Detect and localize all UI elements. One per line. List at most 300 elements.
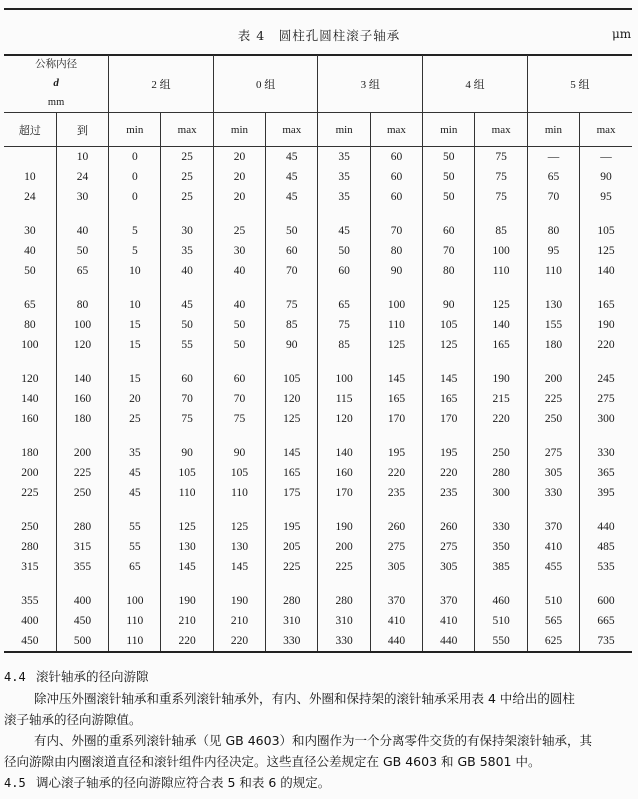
cell-min: 85 (318, 335, 370, 355)
min-header: min (213, 113, 265, 147)
cell-to: 160 (56, 389, 108, 409)
cell-max: 385 (475, 557, 527, 577)
cell-min: 510 (527, 591, 579, 611)
clearance-table (4, 55, 632, 653)
cell-to: 120 (56, 335, 108, 355)
cell-max: 310 (266, 611, 318, 631)
cell-max: 195 (266, 517, 318, 537)
section-heading-4-5 (4, 772, 634, 794)
cell-max: 125 (580, 241, 632, 261)
row-group-spacer (4, 503, 632, 517)
over-header: 超过 (4, 113, 56, 147)
spacer-cell (423, 503, 475, 517)
cell-min: 30 (213, 241, 265, 261)
row-group-spacer (4, 355, 632, 369)
cell-over: 400 (21, 615, 39, 627)
spacer-cell (527, 281, 579, 295)
bore-label-text: 公称内径 (35, 59, 78, 70)
spacer-cell (370, 207, 422, 221)
cell-max: 90 (580, 167, 632, 187)
cell-min: 370 (423, 591, 475, 611)
spacer-cell (527, 207, 579, 221)
cell-min: 225 (527, 389, 579, 409)
cell-to: 10 (56, 147, 108, 168)
spacer-cell (266, 207, 318, 221)
cell-min: 110 (527, 261, 579, 281)
spacer-cell (213, 207, 265, 221)
spacer-cell (161, 503, 213, 517)
cell-max: 260 (370, 517, 422, 537)
cell-min: 0 (109, 167, 161, 187)
spacer-cell (318, 577, 370, 591)
cell-min: 65 (318, 295, 370, 315)
spacer-cell (4, 281, 56, 295)
cell-min: 0 (109, 187, 161, 207)
cell-min: 55 (109, 537, 161, 557)
cell-min: 225 (318, 557, 370, 577)
cell-min: 60 (423, 221, 475, 241)
cell-max: 75 (475, 147, 527, 168)
cell-min: — (527, 147, 579, 168)
cell-max: 90 (266, 335, 318, 355)
cell-min: 180 (527, 335, 579, 355)
cell-to: 355 (56, 557, 108, 577)
cell-over (4, 147, 56, 168)
cell-min: 145 (423, 369, 475, 389)
cell-max: 25 (161, 187, 213, 207)
spacer-cell (213, 503, 265, 517)
cell-min: 115 (318, 389, 370, 409)
spacer-cell (213, 355, 265, 369)
cell-max: 70 (161, 389, 213, 409)
section-number: 4.4 (4, 670, 26, 684)
cell-max: 535 (580, 557, 632, 577)
cell-min: 5 (109, 241, 161, 261)
spacer-cell (56, 355, 108, 369)
table-row (4, 409, 632, 429)
table-row (4, 389, 632, 409)
cell-min: 25 (213, 221, 265, 241)
bore-symbol: d (53, 77, 59, 89)
cell-min: 125 (213, 517, 265, 537)
spacer-cell (4, 207, 56, 221)
cell-over: 120 (21, 373, 39, 385)
group-header-2: 2 组 (109, 55, 214, 113)
cell-min: 55 (109, 517, 161, 537)
cell-over: 50 (24, 265, 36, 277)
cell-min: 130 (213, 537, 265, 557)
cell-min: 235 (423, 483, 475, 503)
table-row (4, 241, 632, 261)
table-title: 表 4 圆柱孔圆柱滚子轴承 (237, 28, 401, 43)
bore-diameter-header (4, 55, 109, 113)
table-row (4, 335, 632, 355)
cell-to: 200 (56, 443, 108, 463)
cell-max: 205 (266, 537, 318, 557)
table-row (4, 295, 632, 315)
table-row (4, 369, 632, 389)
cell-min: 155 (527, 315, 579, 335)
cell-max: 110 (370, 315, 422, 335)
cell-max: 145 (370, 369, 422, 389)
cell-max: 220 (580, 335, 632, 355)
cell-max: 245 (580, 369, 632, 389)
cell-max: 105 (266, 369, 318, 389)
table-row (4, 221, 632, 241)
cell-max: 110 (161, 483, 213, 503)
spacer-cell (475, 503, 527, 517)
cell-min: 35 (318, 147, 370, 168)
cell-max: 45 (266, 147, 318, 168)
cell-min: 15 (109, 369, 161, 389)
spacer-cell (580, 355, 632, 369)
cell-min: 20 (213, 167, 265, 187)
spacer-cell (4, 577, 56, 591)
cell-max: 600 (580, 591, 632, 611)
spacer-cell (109, 503, 161, 517)
spacer-cell (475, 429, 527, 443)
cell-min: 165 (423, 389, 475, 409)
cell-max: 90 (370, 261, 422, 281)
spacer-cell (161, 207, 213, 221)
spacer-cell (161, 281, 213, 295)
cell-max: 510 (475, 611, 527, 631)
cell-to: 40 (56, 221, 108, 241)
table-row (4, 443, 632, 463)
cell-max: 80 (370, 241, 422, 261)
cell-max: 330 (266, 631, 318, 652)
min-header: min (423, 113, 475, 147)
spacer-cell (161, 577, 213, 591)
cell-min: 330 (527, 483, 579, 503)
group-header-3: 3 组 (318, 55, 423, 113)
cell-max: 50 (266, 221, 318, 241)
spacer-cell (318, 355, 370, 369)
cell-min: 80 (423, 261, 475, 281)
paragraph-1-line-2: 滚子轴承的径向游隙值。 (4, 712, 142, 727)
cell-to: 315 (56, 537, 108, 557)
cell-min: 440 (423, 631, 475, 652)
cell-max: 75 (475, 167, 527, 187)
cell-max: 165 (475, 335, 527, 355)
section-text: 调心滚子轴承的径向游隙应符合表 5 和表 6 的规定。 (36, 775, 331, 790)
cell-max: 300 (475, 483, 527, 503)
cell-min: 65 (109, 557, 161, 577)
spacer-cell (266, 577, 318, 591)
cell-max: 190 (580, 315, 632, 335)
cell-max: 60 (266, 241, 318, 261)
spacer-cell (423, 281, 475, 295)
spacer-cell (266, 503, 318, 517)
table-row (4, 537, 632, 557)
cell-max: 130 (161, 537, 213, 557)
table-row (4, 631, 632, 652)
paragraph-2-line-2: 径向游隙由内圈滚道直径和滚针组件内径决定。这些直径公差规定在 GB 4603 和 GB 5801 中。 (4, 754, 541, 769)
cell-min: 70 (213, 389, 265, 409)
spacer-cell (4, 429, 56, 443)
max-header: max (370, 113, 422, 147)
table-row (4, 591, 632, 611)
section-title: 滚针轴承的径向游隙 (36, 669, 149, 684)
cell-max: 75 (161, 409, 213, 429)
cell-min: 60 (318, 261, 370, 281)
spacer-cell (475, 207, 527, 221)
cell-max: 485 (580, 537, 632, 557)
cell-max: 235 (370, 483, 422, 503)
spacer-cell (580, 503, 632, 517)
cell-min: 105 (423, 315, 475, 335)
cell-max: 25 (161, 147, 213, 168)
cell-max: 410 (370, 611, 422, 631)
spacer-cell (527, 503, 579, 517)
cell-max: 110 (475, 261, 527, 281)
cell-max: 25 (161, 167, 213, 187)
cell-min: 45 (109, 483, 161, 503)
cell-max: 190 (161, 591, 213, 611)
cell-max: 70 (370, 221, 422, 241)
spacer-cell (475, 577, 527, 591)
max-header: max (161, 113, 213, 147)
cell-max: 220 (370, 463, 422, 483)
cell-max: 210 (161, 611, 213, 631)
cell-min: 90 (213, 443, 265, 463)
cell-over: 40 (24, 245, 36, 257)
cell-max: 215 (475, 389, 527, 409)
cell-max: 85 (475, 221, 527, 241)
cell-to: 225 (56, 463, 108, 483)
cell-over: 100 (21, 339, 39, 351)
cell-max: 165 (266, 463, 318, 483)
cell-to: 100 (56, 315, 108, 335)
cell-max: 275 (370, 537, 422, 557)
spacer-cell (213, 577, 265, 591)
cell-max: 125 (370, 335, 422, 355)
row-group-spacer (4, 207, 632, 221)
cell-to: 500 (56, 631, 108, 652)
cell-min: 10 (109, 261, 161, 281)
cell-min: 60 (213, 369, 265, 389)
table-unit: μm (612, 27, 632, 41)
cell-max: 225 (266, 557, 318, 577)
cell-max: 165 (370, 389, 422, 409)
table-row (4, 463, 632, 483)
cell-min: 305 (423, 557, 475, 577)
spacer-cell (580, 207, 632, 221)
cell-min: 170 (318, 483, 370, 503)
cell-min: 35 (318, 167, 370, 187)
cell-max: 125 (475, 295, 527, 315)
row-group-spacer (4, 429, 632, 443)
cell-min: 130 (527, 295, 579, 315)
table-row (4, 167, 632, 187)
cell-min: 200 (527, 369, 579, 389)
cell-max: 280 (475, 463, 527, 483)
spacer-cell (266, 355, 318, 369)
cell-over: 280 (21, 541, 39, 553)
cell-max: 350 (475, 537, 527, 557)
spacer-cell (318, 281, 370, 295)
cell-min: 40 (213, 261, 265, 281)
cell-max: 120 (266, 389, 318, 409)
cell-max: 460 (475, 591, 527, 611)
header-row-groups (4, 55, 632, 113)
cell-max: 95 (580, 187, 632, 207)
cell-min: 220 (423, 463, 475, 483)
cell-max: 125 (266, 409, 318, 429)
cell-over: 24 (24, 191, 36, 203)
cell-max: 395 (580, 483, 632, 503)
group-header-4: 4 组 (423, 55, 528, 113)
cell-max: 440 (580, 517, 632, 537)
cell-max: 60 (370, 187, 422, 207)
cell-max: 40 (161, 261, 213, 281)
spacer-cell (370, 355, 422, 369)
cell-max: 190 (475, 369, 527, 389)
spacer-cell (56, 207, 108, 221)
cell-over: 355 (21, 595, 39, 607)
cell-min: 100 (318, 369, 370, 389)
cell-min: 50 (318, 241, 370, 261)
spacer-cell (56, 577, 108, 591)
cell-max: 55 (161, 335, 213, 355)
spacer-cell (475, 355, 527, 369)
section-4-4 (4, 666, 634, 794)
cell-min: 50 (423, 147, 475, 168)
cell-max: 550 (475, 631, 527, 652)
cell-min: 65 (527, 167, 579, 187)
table-row (4, 557, 632, 577)
cell-min: 15 (109, 315, 161, 335)
spacer-cell (56, 503, 108, 517)
cell-min: 160 (318, 463, 370, 483)
cell-min: 310 (318, 611, 370, 631)
row-group-spacer (4, 281, 632, 295)
cell-max: 45 (266, 187, 318, 207)
cell-max: 370 (370, 591, 422, 611)
spacer-cell (475, 281, 527, 295)
spacer-cell (56, 281, 108, 295)
cell-max: 100 (475, 241, 527, 261)
cell-min: 20 (213, 147, 265, 168)
cell-max: 170 (370, 409, 422, 429)
max-header: max (266, 113, 318, 147)
cell-to: 280 (56, 517, 108, 537)
cell-min: 170 (423, 409, 475, 429)
spacer-cell (213, 429, 265, 443)
spacer-cell (423, 355, 475, 369)
bore-unit: mm (47, 97, 65, 108)
spacer-cell (266, 429, 318, 443)
cell-to: 400 (56, 591, 108, 611)
cell-to: 50 (56, 241, 108, 261)
cell-to: 24 (56, 167, 108, 187)
spacer-cell (370, 281, 422, 295)
cell-max: — (580, 147, 632, 168)
paragraph-2-line-1: 有内、外圈的重系列滚针轴承（见 GB 4603）和内圈作为一个分离零件交货的有保持架滚针轴承，其 (34, 733, 593, 748)
cell-min: 20 (213, 187, 265, 207)
cell-min: 110 (109, 611, 161, 631)
cell-max: 175 (266, 483, 318, 503)
cell-over: 225 (21, 487, 39, 499)
spacer-cell (213, 281, 265, 295)
paragraph-1-line-1: 除冲压外圈滚针轴承和重系列滚针轴承外，有内、外圈和保持架的滚针轴承采用表 4 中给出的圆柱 (34, 691, 575, 706)
cell-max: 60 (161, 369, 213, 389)
cell-max: 300 (580, 409, 632, 429)
cell-to: 65 (56, 261, 108, 281)
spacer-cell (109, 429, 161, 443)
min-header: min (109, 113, 161, 147)
cell-max: 250 (475, 443, 527, 463)
cell-max: 35 (161, 241, 213, 261)
cell-max: 85 (266, 315, 318, 335)
cell-min: 50 (213, 315, 265, 335)
cell-to: 250 (56, 483, 108, 503)
cell-min: 70 (423, 241, 475, 261)
spacer-cell (318, 429, 370, 443)
cell-max: 140 (475, 315, 527, 335)
min-header: min (318, 113, 370, 147)
spacer-cell (4, 503, 56, 517)
cell-min: 45 (109, 463, 161, 483)
cell-min: 25 (109, 409, 161, 429)
table-row (4, 517, 632, 537)
spacer-cell (423, 207, 475, 221)
cell-max: 735 (580, 631, 632, 652)
spacer-cell (161, 355, 213, 369)
cell-min: 275 (527, 443, 579, 463)
cell-over: 315 (21, 561, 39, 573)
cell-over: 250 (21, 521, 39, 533)
spacer-cell (423, 429, 475, 443)
cell-max: 280 (266, 591, 318, 611)
cell-min: 10 (109, 295, 161, 315)
cell-max: 140 (580, 261, 632, 281)
cell-min: 105 (213, 463, 265, 483)
cell-max: 75 (266, 295, 318, 315)
cell-max: 305 (370, 557, 422, 577)
cell-min: 0 (109, 147, 161, 168)
cell-min: 5 (109, 221, 161, 241)
cell-to: 30 (56, 187, 108, 207)
cell-over: 200 (21, 467, 39, 479)
cell-min: 195 (423, 443, 475, 463)
cell-max: 365 (580, 463, 632, 483)
top-rule (4, 8, 632, 10)
cell-min: 190 (213, 591, 265, 611)
cell-max: 145 (266, 443, 318, 463)
cell-over: 160 (21, 413, 39, 425)
cell-min: 250 (527, 409, 579, 429)
cell-min: 35 (109, 443, 161, 463)
spacer-cell (318, 207, 370, 221)
cell-max: 220 (161, 631, 213, 652)
cell-max: 665 (580, 611, 632, 631)
cell-min: 45 (318, 221, 370, 241)
cell-min: 120 (318, 409, 370, 429)
cell-min: 75 (318, 315, 370, 335)
spacer-cell (4, 355, 56, 369)
cell-to: 180 (56, 409, 108, 429)
cell-max: 165 (580, 295, 632, 315)
spacer-cell (370, 503, 422, 517)
header-row-subcolumns (4, 113, 632, 147)
spacer-cell (266, 281, 318, 295)
cell-min: 260 (423, 517, 475, 537)
spacer-cell (580, 429, 632, 443)
cell-min: 110 (213, 483, 265, 503)
cell-min: 110 (109, 631, 161, 652)
to-header: 到 (56, 113, 108, 147)
